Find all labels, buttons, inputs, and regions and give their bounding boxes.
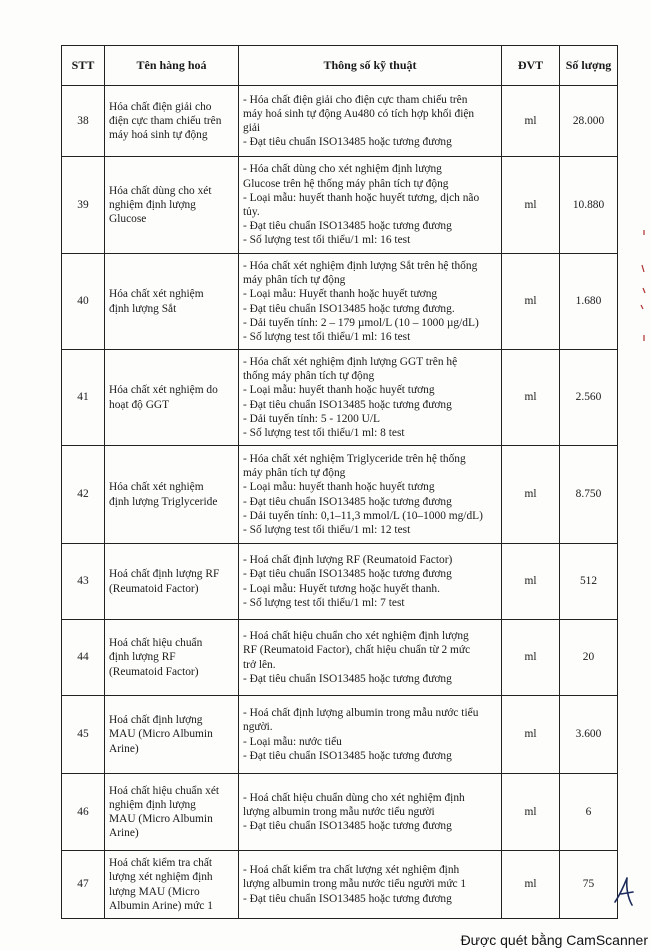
specification-line: thống máy phân tích tự động: [243, 370, 375, 383]
specification-line: - Hoá chất kiểm tra chất lượng xét nghiệm định: [243, 864, 460, 877]
specification-line: - Số lượng test tối thiểu/1 ml: 16 test: [243, 330, 411, 343]
table-row: [62, 851, 618, 919]
row-specification: [239, 254, 502, 350]
row-unit: ml: [502, 774, 560, 851]
specification-line: - Dải tuyến tính: 0,1–11,3 mmol/L (10–1000 mg/dL): [243, 509, 483, 522]
specification-line: - Dải tuyến tính: 2 – 179 µmol/L (10 – 1000 µg/dL): [243, 316, 479, 329]
specification-line: - Dải tuyến tính: 5 - 1200 U/L: [243, 412, 380, 425]
row-stt: 42: [62, 446, 105, 544]
row-quantity: 2.560: [560, 350, 618, 446]
row-unit: ml: [502, 851, 560, 919]
specification-line: - Hóa chất xét nghiệm Triglyceride trên hệ thống: [243, 452, 466, 465]
row-specification: [239, 696, 502, 774]
row-stt: 38: [62, 86, 105, 157]
product-name-line: Hóa chất xét nghiệm: [109, 288, 204, 301]
row-unit: ml: [502, 86, 560, 157]
table-row: [62, 774, 618, 851]
row-quantity: 20: [560, 620, 618, 696]
row-product-name: [105, 157, 239, 254]
specification-line: - Đạt tiêu chuẩn ISO13485 hoặc tương đương: [243, 820, 452, 833]
row-product-name: [105, 696, 239, 774]
table-row: [62, 86, 618, 157]
product-name-line: máy hoá sinh tự động: [109, 129, 208, 142]
row-stt: 41: [62, 350, 105, 446]
product-name-line: định lượng RF: [109, 651, 176, 664]
product-name-line: Hoá chất hiệu chuẩn: [109, 637, 203, 650]
row-product-name: [105, 851, 239, 919]
row-product-name: [105, 86, 239, 157]
row-stt: 47: [62, 851, 105, 919]
specification-line: máy phân tích tự động: [243, 274, 346, 287]
row-quantity: 6: [560, 774, 618, 851]
product-name-line: Hoá chất định lượng RF: [109, 568, 220, 581]
table-row: [62, 446, 618, 544]
row-stt: 39: [62, 157, 105, 254]
row-product-name: [105, 254, 239, 350]
header-unit: ĐVT: [502, 46, 560, 86]
row-unit: ml: [502, 696, 560, 774]
row-quantity: 10.880: [560, 157, 618, 254]
product-name-line: hoạt độ GGT: [109, 398, 170, 411]
specification-line: Glucose trên hệ thống máy phân tích tự động: [243, 177, 449, 190]
specification-line: lượng albumin trong mẫu nước tiểu người mức 1: [243, 878, 467, 891]
table-row: [62, 350, 618, 446]
product-name-line: lượng MAU (Micro: [109, 885, 200, 898]
row-unit: ml: [502, 446, 560, 544]
row-quantity: 3.600: [560, 696, 618, 774]
product-name-line: Hoá chất hiệu chuẩn xét: [109, 784, 220, 797]
row-specification: [239, 620, 502, 696]
product-name-line: Hoá chất định lượng: [109, 714, 203, 727]
table-header-row: [62, 46, 618, 86]
row-quantity: 8.750: [560, 446, 618, 544]
specification-line: - Loại mẫu: Huyết thanh hoặc huyết tương: [243, 288, 438, 301]
specification-line: RF (Reumatoid Factor), chất hiệu chuẩn từ 2 mức: [243, 644, 471, 657]
product-name-line: Hóa chất dùng cho xét: [109, 184, 212, 197]
specification-line: lượng albumin trong mẫu nước tiểu người: [243, 805, 435, 818]
product-name-line: Albumin Arine) mức 1: [109, 899, 213, 912]
row-product-name: [105, 544, 239, 620]
specification-line: máy phân tích tự động: [243, 467, 346, 480]
product-name-line: lượng xét nghiệm định: [109, 871, 213, 884]
specification-line: - Loại mẫu: huyết thanh hoặc huyết tương: [243, 384, 435, 397]
specification-line: - Loại mẫu: huyết thanh hoặc huyết tương, dịch não: [243, 191, 480, 204]
specification-line: - Hóa chất xét nghiệm định lượng Sắt trên hệ thống: [243, 259, 478, 272]
specification-line: người.: [243, 721, 273, 734]
row-quantity: 75: [560, 851, 618, 919]
specification-line: - Hoá chất hiệu chuẩn dùng cho xét nghiệm định: [243, 791, 465, 804]
specification-line: máy hoá sinh tự động Au480 có tích hợp khối điện: [243, 107, 475, 120]
row-product-name: [105, 774, 239, 851]
specification-line: - Hoá chất định lượng RF (Reumatoid Factor): [243, 554, 453, 567]
specification-line: - Số lượng test tối thiểu/1 ml: 8 test: [243, 426, 405, 439]
product-name-line: (Reumatoid Factor): [109, 665, 199, 678]
row-unit: ml: [502, 544, 560, 620]
product-name-line: Hóa chất xét nghiệm: [109, 481, 204, 494]
specification-line: - Đạt tiêu chuẩn ISO13485 hoặc tương đương.: [243, 302, 455, 315]
row-product-name: [105, 620, 239, 696]
specification-line: - Hóa chất xét nghiệm định lượng GGT trên hệ: [243, 355, 458, 368]
table-row: [62, 157, 618, 254]
table-row: [62, 544, 618, 620]
header-stt: STT: [62, 46, 105, 86]
product-name-line: nghiệm định lượng: [109, 198, 196, 211]
specification-line: - Số lượng test tối thiểu/1 ml: 7 test: [243, 596, 405, 609]
row-quantity: 28.000: [560, 86, 618, 157]
specification-line: trở lên.: [243, 658, 276, 671]
specification-line: - Loại mẫu: nước tiểu: [243, 735, 342, 748]
edge-scan-marks: [634, 225, 648, 345]
header-quantity: Số lượng: [560, 46, 618, 86]
product-name-line: nghiệm định lượng: [109, 798, 196, 811]
specification-line: - Đạt tiêu chuẩn ISO13485 hoặc tương đương: [243, 568, 452, 581]
row-unit: ml: [502, 620, 560, 696]
signature-mark: [611, 872, 637, 908]
table-body: [62, 86, 618, 919]
product-name-line: (Reumatoid Factor): [109, 582, 199, 595]
header-name: Tên hàng hoá: [105, 46, 239, 86]
specification-line: - Hoá chất hiệu chuẩn cho xét nghiệm định lượng: [243, 630, 469, 643]
specification-table: [61, 45, 618, 919]
specification-line: - Hóa chất dùng cho xét nghiệm định lượng: [243, 163, 442, 176]
product-name-line: Hoá chất kiểm tra chất: [109, 857, 213, 870]
header-spec: Thông số kỹ thuật: [239, 46, 502, 86]
specification-line: - Hoá chất định lượng albumin trong mẫu nước tiểu: [243, 707, 479, 720]
product-name-line: Arine): [109, 827, 139, 840]
row-stt: 46: [62, 774, 105, 851]
row-specification: [239, 774, 502, 851]
row-specification: [239, 446, 502, 544]
specification-line: - Loại mẫu: huyết thanh hoặc huyết tương: [243, 481, 435, 494]
row-specification: [239, 157, 502, 254]
row-specification: [239, 851, 502, 919]
row-unit: ml: [502, 157, 560, 254]
specification-line: - Đạt tiêu chuẩn ISO13485 hoặc tương đương: [243, 398, 452, 411]
row-specification: [239, 350, 502, 446]
camscanner-footer: Được quét bằng CamScanner: [460, 932, 648, 948]
product-name-line: Hóa chất xét nghiệm do: [109, 384, 218, 397]
product-name-line: MAU (Micro Albumin: [109, 728, 213, 741]
specification-line: - Loại mẫu: Huyết tương hoặc huyết thanh.: [243, 582, 440, 595]
specification-line: - Đạt tiêu chuẩn ISO13485 hoặc tương đương: [243, 749, 452, 762]
specification-line: - Số lượng test tối thiểu/1 ml: 16 test: [243, 234, 411, 247]
table-row: [62, 620, 618, 696]
row-stt: 43: [62, 544, 105, 620]
table-row: [62, 696, 618, 774]
product-name-line: định lượng Sắt: [109, 302, 177, 315]
table-row: [62, 254, 618, 350]
row-product-name: [105, 350, 239, 446]
row-quantity: 512: [560, 544, 618, 620]
row-product-name: [105, 446, 239, 544]
specification-line: giải: [243, 122, 261, 134]
specification-line: - Đạt tiêu chuẩn ISO13485 hoặc tương đương: [243, 892, 452, 905]
product-name-line: MAU (Micro Albumin: [109, 813, 213, 825]
specification-line: tủy.: [243, 206, 260, 218]
specification-line: - Đạt tiêu chuẩn ISO13485 hoặc tương đương: [243, 672, 452, 685]
product-name-line: Glucose: [109, 213, 147, 226]
row-unit: ml: [502, 254, 560, 350]
product-name-line: định lượng Triglyceride: [109, 495, 218, 508]
row-stt: 44: [62, 620, 105, 696]
row-stt: 45: [62, 696, 105, 774]
product-name-line: Arine): [109, 742, 139, 755]
row-unit: ml: [502, 350, 560, 446]
product-name-line: điện cực tham chiếu trên: [109, 114, 222, 127]
row-specification: [239, 544, 502, 620]
specification-line: - Số lượng test tối thiểu/1 ml: 12 test: [243, 523, 411, 536]
specification-line: - Hóa chất điện giải cho điện cực tham chiếu trên: [243, 93, 468, 106]
specification-line: - Đạt tiêu chuẩn ISO13485 hoặc tương đương: [243, 220, 452, 233]
specification-line: - Đạt tiêu chuẩn ISO13485 hoặc tương đương: [243, 136, 452, 149]
row-specification: [239, 86, 502, 157]
product-name-line: Hóa chất điện giải cho: [109, 100, 212, 113]
specification-line: - Đạt tiêu chuẩn ISO13485 hoặc tương đương: [243, 495, 452, 508]
row-quantity: 1.680: [560, 254, 618, 350]
row-stt: 40: [62, 254, 105, 350]
